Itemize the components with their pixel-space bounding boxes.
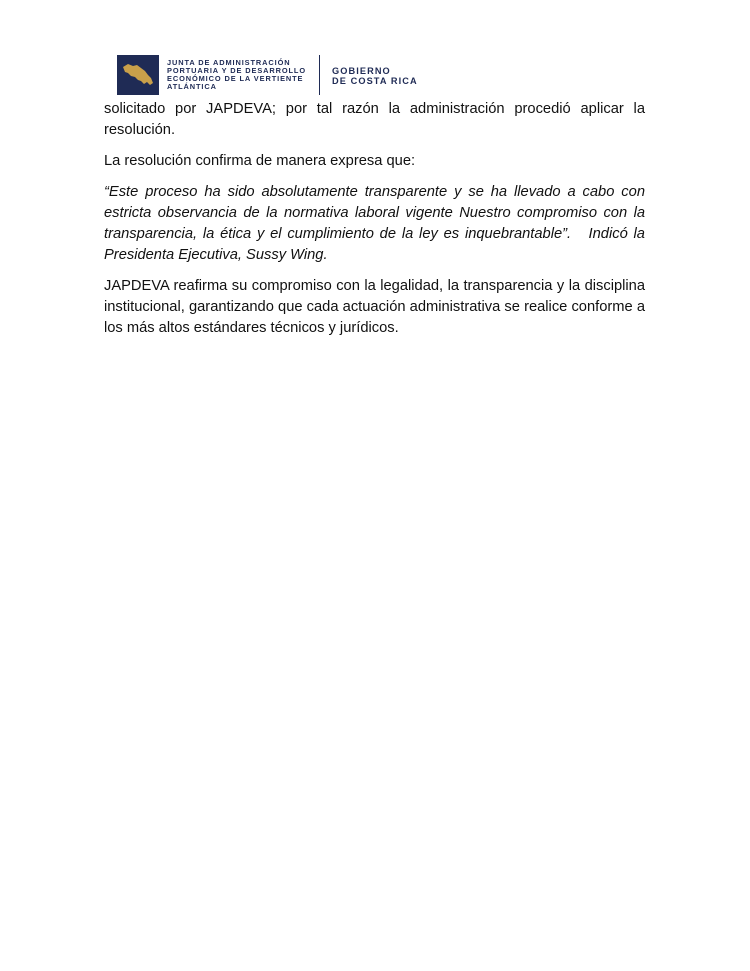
quote-text: “Este proceso ha sido absolutamente transparente y se ha llevado a cabo con estricta observancia de la normativa laboral vigente Nuestro compromiso con la transparencia, la ética y el cumplimiento de la ley es inquebrantable”. (104, 184, 645, 242)
paragraph-closing: JAPDEVA reafirma su compromiso con la legalidad, la transparencia y la disciplina institucional, garantizando que cada actuación administrativa se realice conforme a los más altos estándares técnicos y jurídicos. (104, 278, 645, 336)
letterhead (117, 53, 418, 97)
document-body (104, 99, 645, 349)
costa-rica-map-icon (117, 55, 159, 95)
institution-name-line: JUNTA DE ADMINISTRACIÓN (167, 58, 291, 67)
institution-name-line: ATLÁNTICA (167, 82, 217, 91)
paragraph-intro: La resolución confirma de manera expresa que: (104, 153, 416, 169)
government-name (332, 66, 418, 87)
paragraph-continuation: solicitado por JAPDEVA; por tal razón la administración procedió aplicar la resolución. (104, 101, 645, 138)
government-name-line: GOBIERNO (331, 65, 391, 76)
institution-name-line: ECONÓMICO DE LA VERTIENTE (167, 74, 304, 83)
quote-attribution: Indicó la Presidenta Ejecutiva, Sussy Wing. (104, 226, 645, 263)
institution-name (167, 59, 306, 91)
institution-name-line: PORTUARIA Y DE DESARROLLO (167, 66, 306, 75)
quote-paragraph (104, 182, 645, 266)
government-name-line: DE COSTA RICA (331, 76, 418, 86)
header-divider (319, 55, 320, 95)
